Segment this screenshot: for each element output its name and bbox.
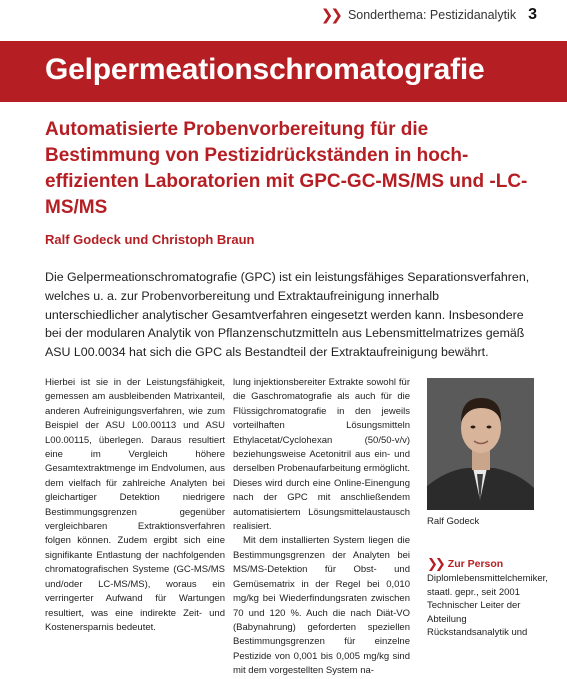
sidebar-heading-label: Zur Person — [447, 558, 504, 570]
article-subtitle: Automatisierte Probenvorbereitung für die Bestimmung von Pestizidrückständen in hoch-effizienten Laboratorien mit GPC-GC-MS/MS und -LC-MS/MS — [45, 119, 528, 218]
photo-caption: Ralf Godeck — [427, 516, 480, 527]
portrait-image — [427, 378, 534, 510]
body-column-2 — [233, 376, 410, 679]
body-column-2-paragraph-2: Mit dem installierten System liegen die Bestimmungsgrenzen der Analyten bei MS/MS-Detektion für Obst- und Gemüsematrix in der Regel bei 0,010 mg/kg bei Wiederfindungsraten zwischen 70 und 120 %. Auch die nach Diät-VO (Babynahrung) geforderten speziellen Bestimmungsgrenzen für einzelne Pestizide von 0,001 bis 0,005 mg/kg sind mit dem vorgestellten System na- — [233, 535, 410, 677]
page-number: 3 — [528, 6, 537, 23]
body-column-1: Hierbei ist sie in der Leistungsfähigkeit, gemessen am ausbleibenden Matrixanteil, anderen Aufreinigungsverfahren, wie zum Beispiel der ASU L00.00113 und ASU L00.00115, überlegen. Daraus resultiert eine im Vergleich höhere Gesamtextraktmenge im Endvolumen, aus dem vielfach für zahlreiche Analyten bei gleichartiger Detektion niedrigere Bestimmungsgrenzen gegenüber vergleichbaren Extraktionsverfahren folgen können. Zudem ergibt sich eine signifikante Entlastung der nachfolgenden chromatografischen Systeme (GC-MS/MS und/oder LC-MS/MS), woraus ein verringerter Aufwand für Wartungen resultiert, was eine indirekte Zeit- und Kostenersparnis bedeutet. — [45, 377, 225, 633]
double-chevron-icon: ❯❯ — [320, 7, 340, 24]
sidebar-heading — [427, 556, 503, 572]
running-header — [321, 6, 537, 24]
title-band — [0, 41, 567, 102]
author-bio: Diplomlebensmittelchemiker, staatl. gepr., seit 2001 Technischer Leiter der Abteilung Rückstandsanalytik und — [427, 573, 548, 639]
body-column-2-paragraph-1: lung injektionsbereiter Extrakte sowohl für die Gaschromatografie als auch für die Flüssigchromatografie in den jeweils vorteilhaften Lösungsmitteln Ethylacetat/Cyclohexan (50/50-v/v) beziehungsweise Acetonitril aus ein- und derselben Probenaufarbeitung ermöglicht. Dieses wird durch eine Online-Einengung nach der GPC mit anschließendem automatisiertem Lösungsmittelaustausch realisiert. — [233, 377, 410, 533]
author-photo — [427, 378, 534, 510]
section-label: Sonderthema: Pestizidanalytik — [347, 8, 517, 22]
lead-paragraph: Die Gelpermeationschromatografie (GPC) ist ein leistungsfähiges Separationsverfahren, welches u. a. zur Probenvorbereitung und Extraktaufreinigung innerhalb unterschiedlicher analytischer Gesamtverfahren eingesetzt werden kann. Insbesondere bei der modularen Analytik von Pflanzenschutzmitteln aus Lebensmittelmatrizes gemäß ASU L00.0034 hat sich die GPC als Bestandteil der Extraktaufreinigung bewährt. — [45, 270, 530, 360]
double-chevron-icon: ❯❯ — [427, 556, 443, 571]
article-authors: Ralf Godeck und Christoph Braun — [45, 232, 255, 247]
page-title: Gelpermeationschromatografie — [45, 53, 485, 86]
